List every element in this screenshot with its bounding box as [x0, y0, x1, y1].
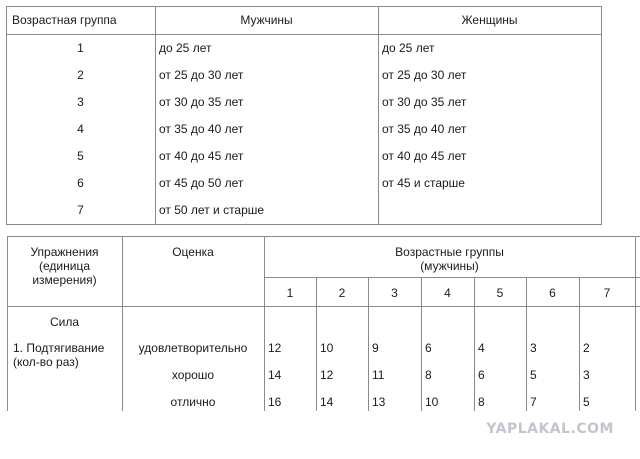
men-age-range: от 25 до 30 лет: [159, 68, 244, 82]
grade-value: 8: [425, 368, 432, 382]
exercise-name: 1. Подтягивание: [13, 341, 105, 355]
table-border: [7, 236, 640, 237]
group-number: 2: [338, 286, 346, 300]
grade-value: 5: [530, 368, 537, 382]
header-exercise-unit: измерения): [32, 273, 97, 287]
grade-value: 16: [268, 395, 282, 409]
women-age-range: от 35 до 40 лет: [382, 122, 467, 136]
grade-value: 2: [583, 341, 590, 355]
grade-label: хорошо: [171, 368, 215, 382]
header-women: Женщины: [461, 13, 518, 27]
category-label: Сила: [49, 315, 80, 329]
group-number: 5: [496, 286, 504, 300]
grade-value: 3: [583, 368, 590, 382]
group-number: 1: [286, 286, 294, 300]
header-exercise-unit: (единица: [39, 259, 90, 273]
table-border: [601, 6, 602, 224]
table-border: [264, 277, 640, 278]
table-border: [635, 236, 636, 411]
header-grade: Оценка: [172, 245, 214, 259]
age-group-number: 1: [77, 41, 84, 55]
women-age-range: до 25 лет: [382, 41, 435, 55]
age-group-number: 3: [77, 95, 84, 109]
age-group-number: 2: [77, 68, 84, 82]
header-age-groups: Возрастные группы: [395, 245, 504, 259]
group-number: 4: [444, 286, 451, 300]
men-age-range: от 40 до 45 лет: [159, 149, 244, 163]
grade-value: 10: [425, 395, 439, 409]
grade-value: 7: [530, 395, 537, 409]
grade-value: 14: [268, 368, 282, 382]
grade-value: 4: [478, 341, 485, 355]
men-age-range: до 25 лет: [159, 41, 212, 55]
women-age-range: от 25 до 30 лет: [382, 68, 467, 82]
grade-value: 13: [372, 395, 386, 409]
group-number: 7: [603, 286, 611, 300]
men-age-range: от 45 до 50 лет: [159, 176, 244, 190]
table-border: [6, 6, 7, 224]
age-group-number: 7: [77, 203, 84, 217]
header-exercise: Упражнения: [30, 245, 99, 259]
women-age-range: от 45 и старше: [382, 176, 465, 190]
header-age-groups-men: (мужчины): [420, 259, 479, 273]
group-number: 6: [549, 286, 556, 300]
grade-value: 11: [372, 368, 385, 382]
grade-label: отлично: [170, 395, 216, 409]
women-age-range: от 30 до 35 лет: [382, 95, 467, 109]
table-border: [122, 236, 123, 411]
table-border: [6, 224, 602, 225]
grade-value: 10: [320, 341, 334, 355]
grade-value: 6: [425, 341, 432, 355]
grade-value: 8: [478, 395, 485, 409]
age-group-number: 5: [77, 149, 84, 163]
grade-value: 5: [583, 395, 590, 409]
age-group-number: 6: [77, 176, 84, 190]
header-age-group: Возрастная группа: [12, 13, 117, 27]
group-number: 3: [391, 286, 398, 300]
table-border: [155, 6, 156, 224]
grade-value: 14: [320, 395, 334, 409]
grade-label: удовлетворительно: [138, 341, 248, 355]
grade-value: 3: [530, 341, 537, 355]
exercise-unit: (кол-во раз): [13, 355, 79, 369]
table-border: [6, 6, 602, 7]
header-men: Мужчины: [240, 13, 293, 27]
men-age-range: от 50 лет и старше: [159, 203, 265, 217]
table-border: [6, 34, 602, 35]
women-age-range: от 40 до 45 лет: [382, 149, 467, 163]
site-watermark: YAPLAKAL.COM: [486, 421, 614, 437]
grade-value: 6: [478, 368, 485, 382]
table-border: [378, 6, 379, 224]
grade-value: 9: [372, 341, 379, 355]
grade-value: 12: [268, 341, 282, 355]
age-group-number: 4: [77, 122, 84, 136]
men-age-range: от 35 до 40 лет: [159, 122, 244, 136]
men-age-range: от 30 до 35 лет: [159, 95, 244, 109]
grade-value: 12: [320, 368, 334, 382]
table-border: [7, 306, 640, 307]
